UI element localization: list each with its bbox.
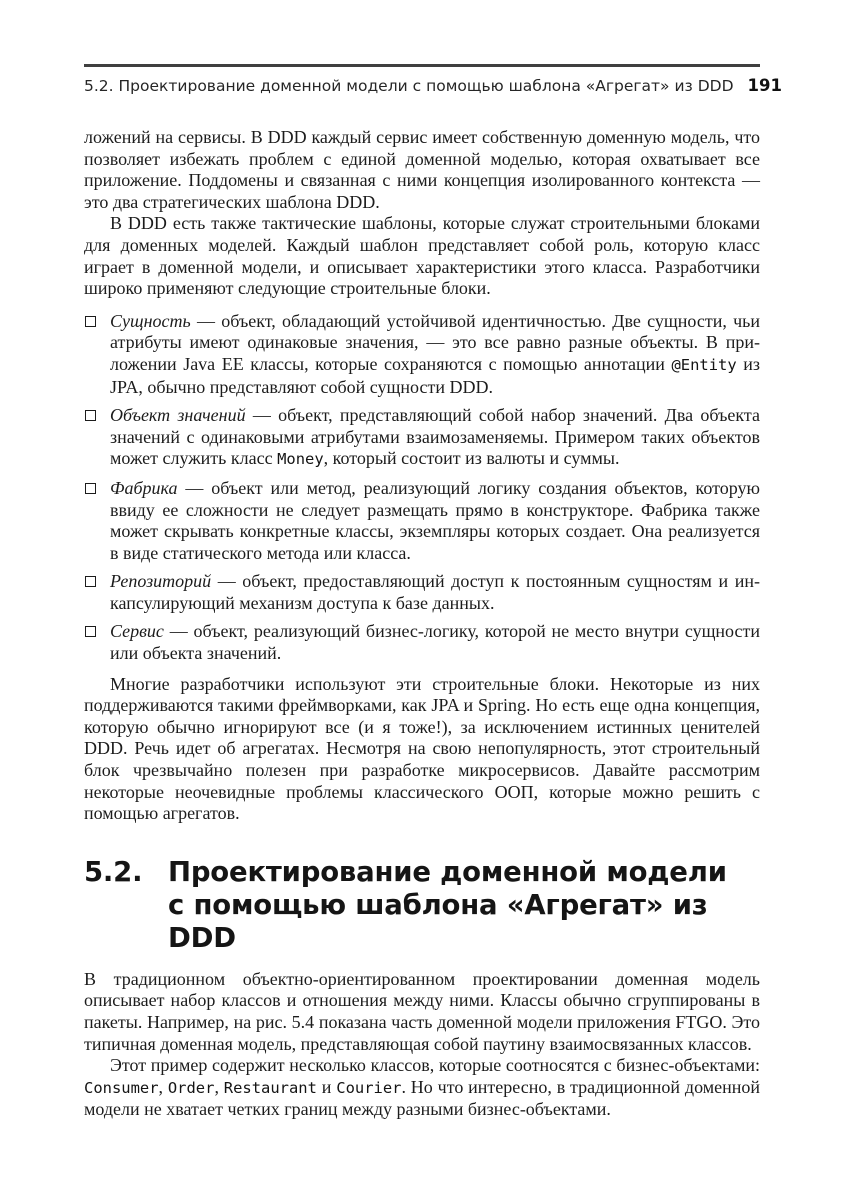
section-number: 5.2. (84, 855, 143, 888)
paragraph-continuation: ложений на сервисы. В DDD каждый сервис имеет собственную доменную модель, что позволяет избежать проблем с единой доменной моделью, которая охватывает все приложение. Поддомены и связанная с ними концепция изолированного контекста — это два стратегических шаблона DDD. (84, 127, 760, 212)
example-tail: . Но что интересно, в традиционной доменной модели не хватает четких границ между разными бизнес-объектами. (84, 1076, 760, 1120)
list-item-text (110, 405, 760, 468)
entity-text-post: из JPA, обычно представляют собой сущности DDD. (110, 353, 760, 397)
bullet-square-icon (85, 483, 96, 494)
page-number: 191 (747, 76, 782, 95)
inline-code-restaurant-class: Restaurant (223, 1078, 317, 1097)
section-heading (84, 856, 760, 955)
example-sep3: и (316, 1076, 337, 1097)
building-blocks-list (84, 311, 760, 665)
example-sep2: , (214, 1076, 224, 1097)
running-head (84, 64, 782, 95)
bullet-square-icon (85, 626, 96, 637)
header-rule (84, 64, 760, 67)
repository-text: — объект, предоставляющий доступ к постоянным сущностям и инкапсулирующий механизм доступа к базе данных. (110, 571, 760, 613)
header-row (84, 76, 782, 95)
inline-code-order-class: Order (167, 1078, 215, 1097)
value-object-text-pre: — объект, представляющий собой набор значений. Два объекта значений с одинаковыми атрибутами взаимозаменяемы. Примером таких объектов может служить класс (110, 405, 760, 469)
list-item-text (110, 571, 760, 613)
list-item-factory (84, 478, 760, 564)
bullet-square-icon (85, 316, 96, 327)
section-title-line2: с помощью шаблона «Агрегат» из DDD (168, 888, 708, 954)
term-repository: Репозиторий (110, 571, 212, 592)
list-item-value-object (84, 405, 760, 471)
service-text: — объект, реализующий бизнес-логику, которой не место внутри сущности или объекта значений. (110, 621, 760, 664)
term-factory: Фабрика (110, 477, 178, 498)
list-item-entity (84, 311, 760, 398)
paragraph-business-objects (84, 1055, 760, 1121)
inline-code-entity-annotation: @Entity (671, 355, 737, 374)
section-title-line1: Проектирование доменной модели (168, 855, 727, 888)
bullet-square-icon (85, 410, 96, 421)
entity-text-pre: — объект, обладающий устойчивой идентичностью. Две сущности, чьи атрибуты имеют одинаковые значения, — это все равно разные объекты. В приложении Java EE классы, которые сохраняются с помощью аннотации (110, 310, 760, 374)
paragraph-aggregates: Многие разработчики используют эти строительные блоки. Некоторые из них поддерживаются такими фреймворками, как JPA и Spring. Но есть еще одна концепция, которую обычно игнорируют все (и я тоже!), за исключением истинных ценителей DDD. Речь идет об агрегатах. Несмотря на свою непопулярность, этот строительный блок чрезвычайно полезен при разработке микросервисов. Давайте рассмотрим некоторые неочевидные проблемы классического ООП, которые можно решить с помощью агрегатов. (84, 673, 760, 824)
list-item-service (84, 621, 760, 664)
body-text (84, 127, 760, 1121)
value-object-text-post: , который состоит из валюты и суммы. (323, 448, 620, 469)
running-title: 5.2. Проектирование доменной модели с помощью шаблона «Агрегат» из DDD (84, 77, 734, 95)
example-sep1: , (158, 1076, 168, 1097)
factory-text: — объект или метод, реализующий логику создания объектов, которую ввиду ее сложности не следует размещать прямо в конструкторе. Фабрика также может скрывать конкретные классы, экземпляры которых создает. Она реализуется в виде статического метода или класса. (110, 477, 760, 563)
term-value-object: Объект значений (110, 405, 246, 426)
paragraph-traditional-oop: В традиционном объектно-ориентированном проектировании доменная модель описывает набор классов и отношения между ними. Классы обычно сгруппированы в пакеты. Например, на рис. 5.4 показана часть доменной модели приложения FTGO. Это типичная доменная модель, представляющая собой паутину взаимосвязанных классов. (84, 968, 760, 1054)
list-item-repository (84, 571, 760, 614)
paragraph-tactical-patterns: В DDD есть также тактические шаблоны, которые служат строительными блоками для доменных моделей. Каждый шаблон представляет собой роль, которую класс играет в доменной модели, и описывает характеристики этого класса. Разработчики широко применяют следующие строительные блоки. (84, 213, 760, 299)
term-service: Сервис (110, 621, 164, 642)
example-lead: Этот пример содержит несколько классов, которые соотносятся с бизнес-объектами: (110, 1055, 760, 1076)
bullet-square-icon (85, 576, 96, 587)
term-entity: Сущность (110, 310, 191, 331)
list-item-text (110, 311, 760, 397)
inline-code-money-class: Money (277, 450, 324, 469)
inline-code-courier-class: Courier (336, 1078, 402, 1097)
inline-code-consumer-class: Consumer (84, 1078, 159, 1097)
list-item-text (110, 621, 760, 663)
section-title (168, 856, 760, 955)
page-content (84, 64, 782, 1121)
list-item-text (110, 478, 760, 563)
